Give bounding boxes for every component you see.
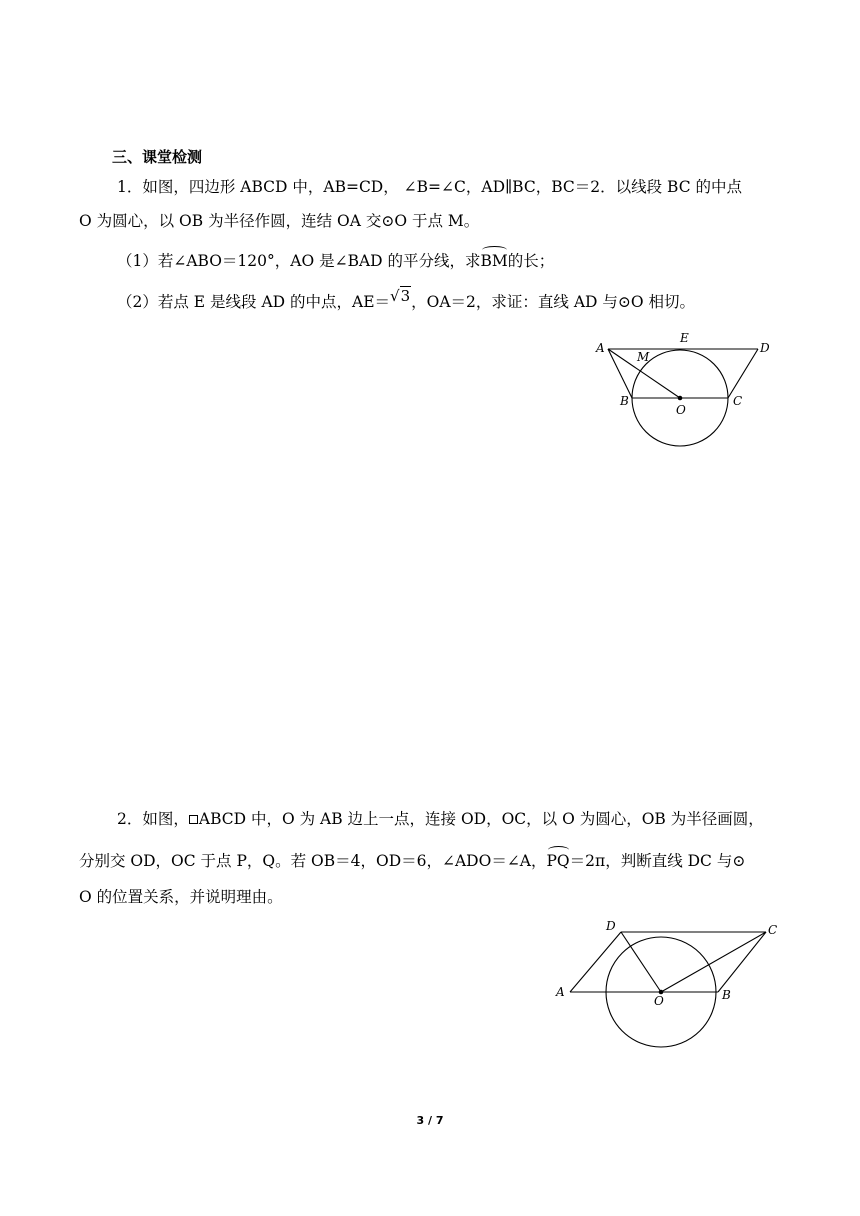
- question-2-line-3: O 的位置关系，并说明理由。: [79, 888, 283, 906]
- q2-text-post: ABCD 中，O 为 AB 边上一点，连接 OD，OC，以 O 为圆心，OB 为半径画圆，: [198, 810, 764, 828]
- q2-line2-post: ＝2π，判断直线 DC 与⊙: [569, 852, 746, 870]
- segment-cd: [728, 349, 758, 398]
- figure-2-parallelogram-circle: [550, 912, 800, 1054]
- section-heading: 三、课堂检测: [112, 148, 203, 166]
- center-point-o: [678, 396, 683, 401]
- label-b: B: [620, 394, 629, 408]
- label-o: O: [654, 994, 664, 1008]
- question-1-line-2: O 为圆心，以 OB 为半径作圆，连结 OA 交⊙O 于点 M。: [79, 212, 480, 230]
- label-c: C: [733, 394, 743, 408]
- segment-bc: [718, 932, 766, 992]
- question-2-line-2: [79, 850, 745, 872]
- label-a: A: [596, 341, 605, 355]
- sqrt-symbol: √: [390, 287, 400, 305]
- question-1-line-1: 1．如图，四边形 ABCD 中，AB=CD， ∠B=∠C，AD∥BC，BC＝2．以线段 BC 的中点: [117, 178, 742, 196]
- sqrt-radicand: 3: [400, 287, 411, 305]
- label-d: D: [606, 919, 616, 933]
- question-2-line-1: [117, 808, 764, 830]
- label-c: C: [768, 923, 778, 937]
- question-1-part-2: [117, 287, 695, 313]
- page-number: 3 / 7: [416, 1114, 444, 1127]
- q2-line2-pre: 分别交 OD，OC 于点 P，Q。若 OB＝4，OD＝6，∠ADO＝∠A，: [79, 852, 547, 870]
- label-b: B: [722, 988, 731, 1002]
- q2-text-pre: 2．如图，: [117, 810, 189, 828]
- segment-ab: [608, 349, 632, 398]
- figure-1-trapezoid-circle: [590, 328, 790, 450]
- part-2-text-pre: （2）若点 E 是线段 AD 的中点，AE＝: [117, 293, 391, 311]
- label-e: E: [680, 331, 689, 345]
- arc-bm: BM: [480, 252, 508, 270]
- arc-pq: PQ: [546, 852, 570, 870]
- part-1-text-pre: （1）若∠ABO＝120°，AO 是∠BAD 的平分线，求: [117, 252, 481, 270]
- segment-ad: [570, 932, 621, 992]
- label-m: M: [637, 350, 650, 364]
- sqrt-3: [390, 285, 411, 307]
- label-o: O: [676, 403, 686, 417]
- part-1-text-post: 的长；: [507, 252, 555, 270]
- part-2-text-post: ，OA＝2，求证：直线 AD 与⊙O 相切。: [411, 293, 695, 311]
- parallelogram-symbol: [189, 815, 198, 824]
- question-1-part-1: [117, 250, 554, 272]
- label-a: A: [556, 985, 565, 999]
- segment-oc: [661, 932, 766, 992]
- label-d: D: [760, 341, 770, 355]
